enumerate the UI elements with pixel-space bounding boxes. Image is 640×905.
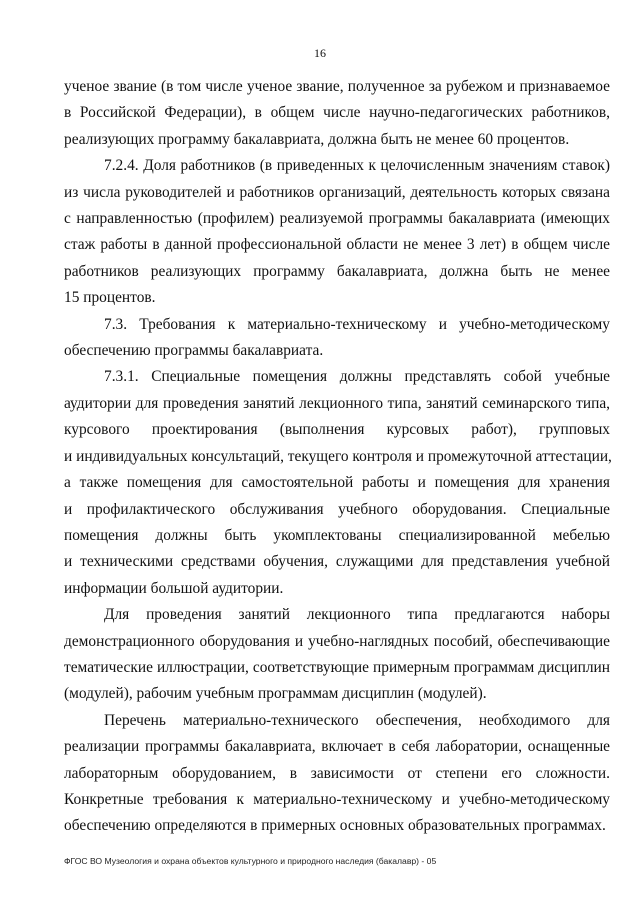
text-line: помещения должны быть укомплектованы специализированной мебелью [64, 526, 610, 544]
text-line: курсового проектирования (выполнения курсовых работ), групповых [64, 421, 610, 439]
text-line: аудитории для проведения занятий лекционного типа, занятий семинарского типа, [64, 394, 610, 412]
text-line: а также помещения для самостоятельной работы и помещения для хранения [64, 474, 610, 492]
text-line: с направленностью (профилем) реализуемой программы бакалавриата (имеющих [64, 210, 610, 228]
text-line: 15 процентов. [64, 289, 156, 307]
paragraph-lecture-start: Для проведения занятий лекционного типа предлагаются наборы [104, 606, 610, 624]
document-body [64, 74, 610, 840]
text-line: обеспечению программы бакалавриата. [64, 342, 324, 360]
text-line: из числа руководителей и работников организаций, деятельность которых связана [64, 183, 610, 201]
text-line: Конкретные требования к материально-техническому и учебно-методическому [64, 790, 610, 808]
text-line: информации большой аудитории. [64, 579, 284, 597]
text-line: работников реализующих программу бакалавриата, должна быть не менее [64, 262, 610, 280]
text-line: обеспечению определяются в примерных основных образовательных программах. [64, 817, 606, 835]
text-line: ученое звание (в том числе ученое звание, полученное за рубежом и признаваемое [64, 78, 610, 95]
text-line: реализации программы бакалавриата, включает в себя лаборатории, оснащенные [64, 738, 610, 756]
text-line: и профилактического обслуживания учебного оборудования. Специальные [64, 500, 610, 518]
paragraph-7-2-4-start: 7.2.4. Доля работников (в приведенных к целочисленным значениям ставок) [104, 157, 610, 175]
text-line: реализующих программу бакалавриата, должна быть не менее 60 процентов. [64, 130, 570, 148]
page-number: 16 [314, 46, 326, 60]
page-footer: ФГОС ВО Музеология и охрана объектов культурного и природного наследия (бакалавр) - 05 [64, 856, 437, 866]
section-heading-7-3: 7.3. Требования к материально-техническому и учебно-методическому [104, 315, 610, 333]
text-line: тематические иллюстрации, соответствующие примерным программам дисциплин [64, 658, 610, 676]
paragraph-7-3-1-start: 7.3.1. Специальные помещения должны представлять собой учебные [104, 368, 610, 386]
text-line: лабораторным оборудованием, в зависимости от степени его сложности. [64, 764, 610, 782]
text-line: и техническими средствами обучения, служащими для представления учебной [64, 553, 610, 571]
text-line: (модулей), рабочим учебным программам дисциплин (модулей). [64, 685, 487, 703]
paragraph-list-start: Перечень материально-технического обеспечения, необходимого для [104, 711, 610, 729]
text-line: и индивидуальных консультаций, текущего контроля и промежуточной аттестации, [64, 447, 612, 465]
text-line: демонстрационного оборудования и учебно-наглядных пособий, обеспечивающие [64, 632, 610, 650]
text-line: стаж работы в данной профессиональной области не менее 3 лет) в общем числе [64, 236, 610, 254]
text-line: в Российской Федерации), в общем числе научно-педагогических работников, [64, 104, 610, 122]
